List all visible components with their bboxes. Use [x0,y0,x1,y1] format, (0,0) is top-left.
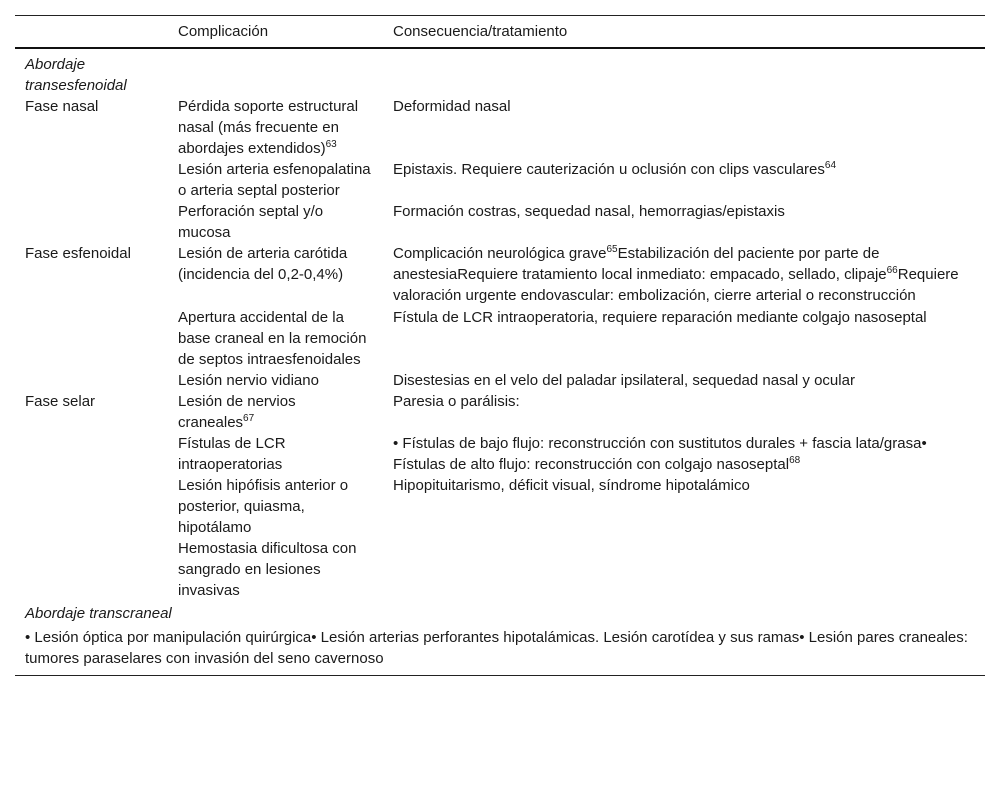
consequence-cell: Disestesias en el velo del paladar ipsilateral, sequedad nasal y ocular [393,372,855,389]
consequence-cell [383,159,985,201]
table-row [15,538,985,601]
consequence-cell: Formación costras, sequedad nasal, hemorragias/epistaxis [393,203,785,220]
consequence-cell: Deformidad nasal [393,98,511,115]
phase-cell [15,433,168,475]
complication-text: Pérdida soporte estructural nasal (más frecuente en abordajes extendidos) [178,98,359,157]
table-header-row [15,16,985,49]
table-row [15,475,985,538]
phase-cell [15,538,168,601]
reference-sup: 66 [886,265,898,276]
complication-text: Lesión de nervios craneales [178,393,296,431]
table-row [15,391,985,433]
reference-sup: 68 [789,455,801,466]
header-phase [15,16,168,49]
phase-cell [15,370,168,391]
consequence-cell [383,433,985,475]
section-title-transcranial: Abordaje transcraneal [25,605,172,622]
complication-cell [168,391,383,433]
complication-cell: Lesión nervio vidiano [178,372,319,389]
complication-cell: Perforación septal y/o mucosa [178,203,324,241]
consequence-cell: Fístula de LCR intraoperatoria, requiere reparación mediante colgajo nasoseptal [393,309,927,326]
reference-sup: 64 [824,160,837,171]
reference-sup: 65 [606,244,618,255]
complication-cell: Lesión hipófisis anterior o posterior, quiasma, hipotálamo [178,477,349,536]
complications-table [15,15,985,676]
complication-cell [168,96,383,159]
table-row [15,624,985,676]
consequence-text: Complicación neurológica grave [393,245,607,262]
phase-cell [15,475,168,538]
table-row [15,433,985,475]
header-consequence: Consecuencia/tratamiento [393,23,568,40]
table-row [15,159,985,201]
section-row [15,601,985,624]
table-row [15,96,985,159]
transcranial-text: • Lesión óptica por manipulación quirúrgica• Lesión arterias perforantes hipotalámicas. Lesión carotídea y sus ramas• Lesión pares craneales: tumores paraselares con invasión del seno cavernoso [25,629,968,667]
consequence-text: • Fístulas de bajo flujo: reconstrucción con sustitutos durales + fascia lata/grasa• Fístulas de alto flujo: reconstrucción con colgajo nasoseptal [393,435,927,473]
consequence-cell: Hipopituitarismo, déficit visual, síndrome hipotalámico [393,477,750,494]
consequence-text: Epistaxis. Requiere cauterización u oclusión con clips vasculares [393,161,825,178]
phase-cell [15,159,168,201]
complication-cell: Lesión arteria esfenopalatina o arteria septal posterior [178,161,371,199]
complications-table-container [15,15,985,676]
table-row [15,243,985,307]
reference-sup: 63 [325,139,337,150]
consequence-cell: Paresia o parálisis: [393,393,520,410]
consequence-text: Requiere valoración urgente endovascular: embolización, cierre arterial o reconstrucción [393,266,959,304]
consequence-cell [383,243,985,307]
phase-cell: Fase selar [25,393,96,410]
consequence-text: Estabilización del paciente por parte de anestesiaRequiere tratamiento local inmediato: empacado, sellado, clipaje [393,245,887,283]
table-row [15,201,985,243]
phase-cell: Fase esfenoidal [25,245,131,262]
phase-cell: Fase nasal [25,98,99,115]
table-row [15,307,985,370]
header-complication: Complicación [178,23,269,40]
complication-cell: Hemostasia dificultosa con sangrado en lesiones invasivas [178,540,357,599]
phase-cell [15,201,168,243]
reference-sup: 67 [243,413,255,424]
section-row [15,48,985,96]
complication-cell: Fístulas de LCR intraoperatorias [178,435,286,473]
section-title-transsphenoidal: Abordaje transesfenoidal [25,56,127,94]
phase-cell [15,307,168,370]
table-row [15,370,985,391]
consequence-cell [383,538,985,601]
complication-cell: Apertura accidental de la base craneal en la remoción de septos intraesfenoidales [178,309,367,368]
complication-cell: Lesión de arteria carótida (incidencia del 0,2-0,4%) [178,245,348,283]
